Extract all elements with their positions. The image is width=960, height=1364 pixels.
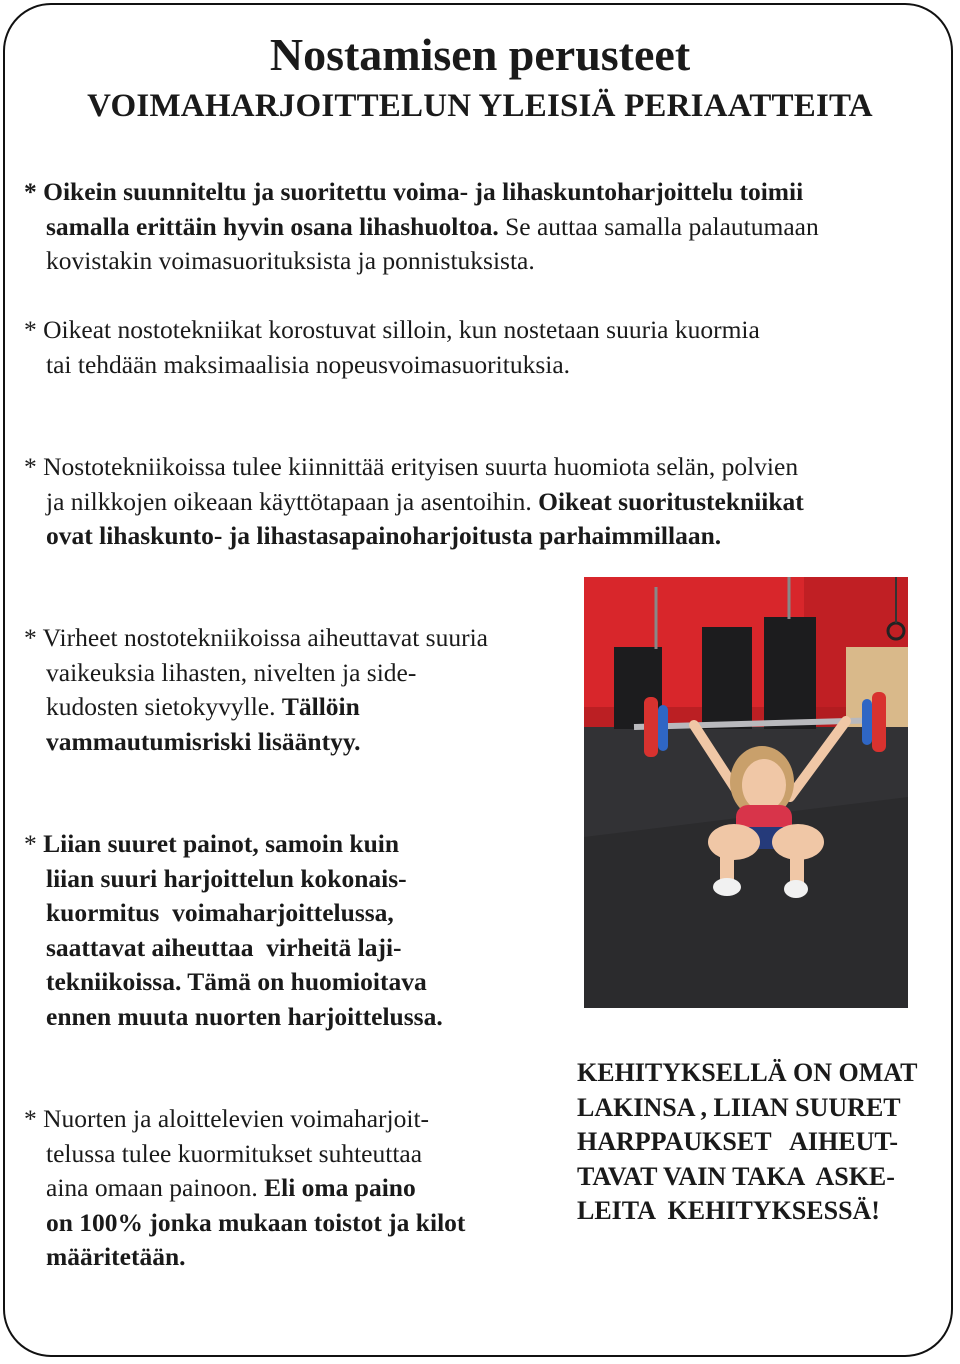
photo-child-shoe-left — [713, 878, 741, 896]
bold-text: Liian suuret painot, samoin kuin — [43, 829, 400, 858]
photo-plate-left-red — [644, 697, 658, 757]
paragraph-line: on 100% jonka mukaan toistot ja kilot — [46, 1207, 466, 1237]
callout-development-note — [577, 1056, 917, 1229]
bold-text: samalla erittäin hyvin osana lihashuoltoa. — [46, 211, 499, 241]
paragraph-young-beginners — [24, 1102, 465, 1275]
paragraph-line: * Virheet nostotekniikoissa aiheuttavat suuria — [24, 623, 488, 652]
photo-plate-right-blue — [862, 699, 872, 745]
paragraph-line: vaikeuksia lihasten, nivelten ja side- — [46, 657, 417, 687]
photo-plate-stack-right — [764, 617, 816, 729]
photo-child-shoe-right — [784, 880, 808, 898]
paragraph-line: tekniikoissa. Tämä on huomioitava — [46, 967, 427, 996]
photo-child-face — [742, 759, 786, 811]
paragraph-line — [24, 485, 804, 520]
photo-illustration — [584, 577, 908, 1008]
paragraph-line: * Nuorten ja aloittelevien voimaharjoit- — [24, 1104, 430, 1133]
callout-line: TAVAT VAIN TAKA ASKE- — [577, 1161, 895, 1191]
paragraph-technique-errors — [24, 621, 488, 759]
regular-text: aina omaan painoon. — [46, 1173, 265, 1202]
paragraph-line: kovistakin voimasuorituksista ja ponnistuksista. — [46, 246, 535, 275]
paragraph-line: * Nostotekniikoissa tulee kiinnittää erityisen suurta huomiota selän, polvien — [24, 452, 799, 481]
paragraph-line: liian suuri harjoittelun kokonais- — [46, 863, 407, 893]
bullet-star: * — [24, 829, 44, 858]
page-subtitle: VOIMAHARJOITTELUN YLEISIÄ PERIAATTEITA — [87, 88, 873, 124]
regular-text: kudosten sietokyvylle. — [46, 692, 282, 721]
paragraph-line: vammautumisriski lisääntyy. — [46, 726, 361, 756]
regular-text: ja nilkkojen oikeaan käyttötapaan ja asentoihin. — [46, 486, 539, 516]
paragraph-line — [24, 1171, 465, 1206]
paragraph-line: * Oikeat nostotekniikat korostuvat silloin, kun nostetaan suuria kuormia — [24, 315, 760, 344]
callout-line: HARPPAUKSET AIHEUT- — [577, 1127, 898, 1156]
paragraph-line: * Oikein suunniteltu ja suoritettu voima- ja lihaskuntoharjoittelu toimii — [24, 177, 804, 206]
regular-text: Se auttaa samalla palautumaan — [498, 211, 819, 241]
photo-child-lifting-barbell — [584, 577, 908, 1008]
paragraph-line: ennen muuta nuorten harjoittelussa. — [46, 1001, 443, 1031]
paragraph-lifting-techniques — [24, 313, 760, 382]
paragraph-muscle-care — [24, 175, 819, 279]
bold-text: Oikeat suoritustekniikat — [538, 486, 804, 516]
callout-line: LAKINSA , LIIAN SUURET — [577, 1092, 901, 1122]
paragraph-line: määritetään. — [46, 1242, 186, 1271]
paragraph-line: kuormitus voimaharjoittelussa, — [46, 898, 394, 927]
paragraph-line: tai tehdään maksimaalisia nopeusvoimasuorituksia. — [46, 349, 571, 379]
page-title: Nostamisen perusteet — [269, 29, 691, 80]
paragraph-line — [24, 690, 488, 725]
bold-text: Tällöin — [281, 692, 360, 721]
photo-plate-left-blue — [658, 705, 668, 751]
paragraph-back-knees-ankles — [24, 450, 804, 554]
paragraph-line — [24, 827, 443, 862]
paragraph-line — [24, 210, 819, 245]
photo-plate-right-red — [872, 692, 886, 752]
paragraph-excessive-loads — [24, 827, 443, 1034]
bold-text: Eli oma paino — [264, 1173, 416, 1202]
callout-line: LEITA KEHITYKSESSÄ! — [577, 1196, 880, 1225]
photo-plate-stack-mid — [702, 627, 752, 729]
paragraph-line: ovat lihaskunto- ja lihastasapainoharjoitusta parhaimmillaan. — [46, 521, 722, 550]
paragraph-line: telussa tulee kuormitukset suhteuttaa — [46, 1138, 423, 1168]
callout-line: KEHITYKSELLÄ ON OMAT — [577, 1058, 918, 1087]
paragraph-line: saattavat aiheuttaa virheitä laji- — [46, 932, 402, 962]
